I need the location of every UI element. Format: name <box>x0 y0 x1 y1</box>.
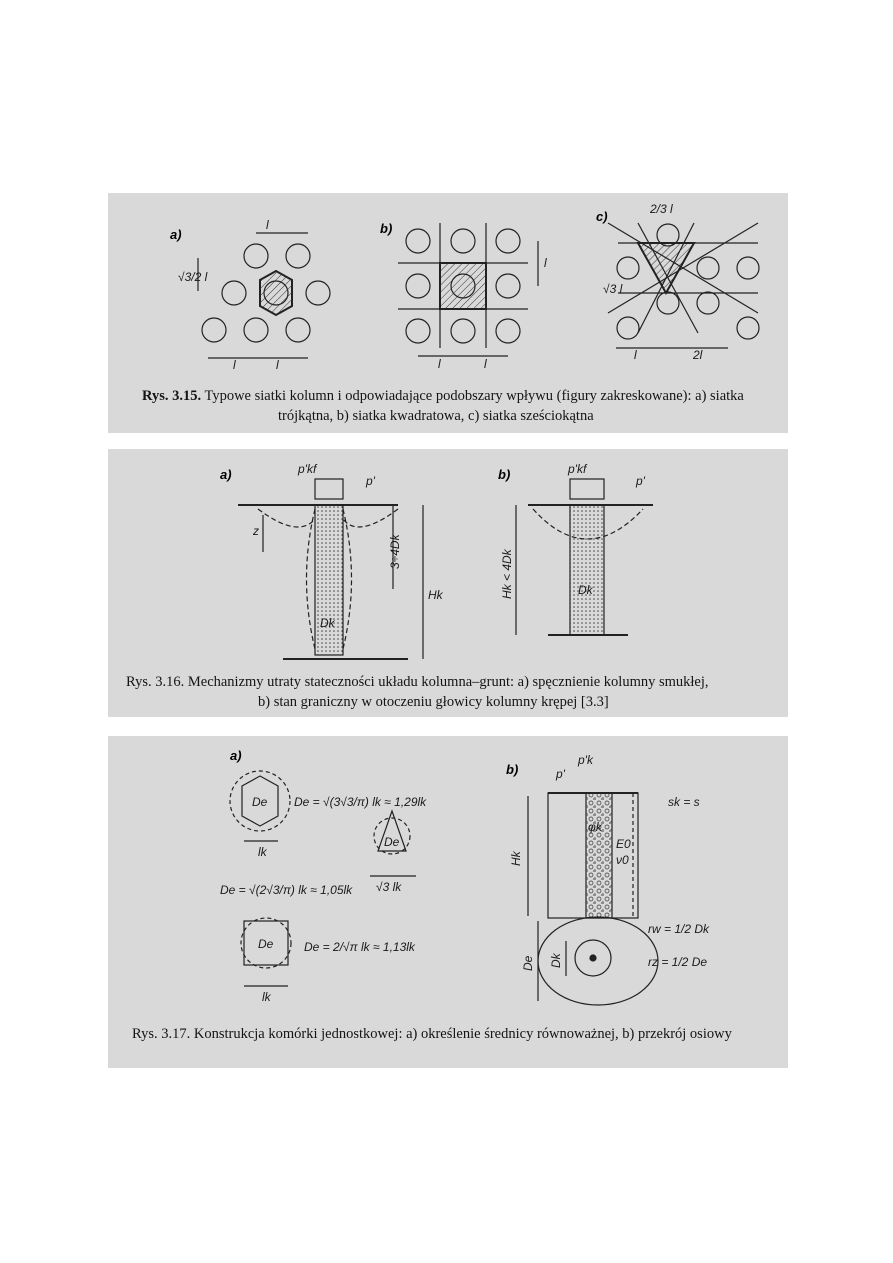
p-b: p' <box>636 474 645 488</box>
dim-l-b2: l <box>438 357 441 371</box>
lk-hex: lk <box>258 845 267 859</box>
dim-l-a3: l <box>276 358 279 372</box>
square-grid <box>398 223 538 356</box>
dim-sqrt3l: √3 l <box>603 282 623 296</box>
de-b: De <box>521 955 535 971</box>
hexagonal-grid <box>608 223 759 348</box>
label-b: b) <box>380 221 393 236</box>
caption-3-15-line2: trójkątna, b) siatka kwadratowa, c) siatka sześciokątna <box>278 408 594 424</box>
figure-3-16-panel <box>108 449 788 717</box>
label-b: b) <box>498 467 511 482</box>
label-a: a) <box>170 227 182 242</box>
label-c: c) <box>596 209 608 224</box>
hk-b: Hk <box>509 851 523 866</box>
hk-b: Hk < 4Dk <box>500 549 514 599</box>
figure-3-17-drawing <box>108 736 788 1068</box>
nu0: ν0 <box>616 853 629 867</box>
dim-l-a2: l <box>233 358 236 372</box>
phik: φk <box>588 820 602 834</box>
dim-l-b: l <box>544 256 547 270</box>
eq-hex: De = √(3√3/π) lk ≈ 1,29lk <box>294 795 427 809</box>
p-kf-a: p'kf <box>298 462 317 476</box>
dim-sqrt3-2: √3/2 l <box>178 270 208 284</box>
rz: rz = 1/2 De <box>648 955 708 969</box>
sk: sk = s <box>668 795 700 809</box>
eq-tri: De = √(2√3/π) lk ≈ 1,05lk <box>220 883 353 897</box>
p-a: p' <box>366 474 375 488</box>
de-tri: De <box>384 835 400 849</box>
sqrt3lk: √3 lk <box>376 880 402 894</box>
triangular-grid <box>198 233 330 358</box>
label-a: a) <box>220 467 232 482</box>
p-kf-b: p'kf <box>568 462 587 476</box>
figure-3-17-panel <box>108 736 788 1068</box>
de-hex: De <box>252 795 268 809</box>
caption-3-17: Rys. 3.17. Konstrukcja komórki jednostkowej: a) określenie średnicy równoważnej, b) przekrój osiowy <box>132 1026 732 1042</box>
e0: E0 <box>616 837 631 851</box>
dk-a: Dk <box>320 616 335 630</box>
dim-l-a: l <box>266 218 269 232</box>
dk-b: Dk <box>549 953 563 968</box>
label-b: b) <box>506 762 519 777</box>
dim-l-c: l <box>634 348 637 362</box>
caption-3-16-line2: b) stan graniczny w otoczeniu głowicy kolumny krępej [3.3] <box>258 694 609 710</box>
rw: rw = 1/2 Dk <box>648 922 710 936</box>
pk-b: p'k <box>578 753 593 767</box>
figure-3-15-panel <box>108 193 788 433</box>
dk-b: Dk <box>578 583 593 597</box>
lk-sq: lk <box>262 990 271 1004</box>
dim-2l: 2l <box>693 348 703 362</box>
hk-a: Hk <box>428 588 443 602</box>
caption-3-16-line1: Rys. 3.16. Mechanizmy utraty stateczności układu kolumna–grunt: a) spęcznienie kolumny smukłej, <box>126 674 709 690</box>
depth-a: 3÷4Dk <box>388 534 402 569</box>
eq-sq: De = 2/√π lk ≈ 1,13lk <box>304 940 415 954</box>
caption-3-15-line1: Rys. 3.15. Typowe siatki kolumn i odpowiadające podobszary wpływu (figury zakreskowane): a) siatka <box>142 388 744 404</box>
dim-23l: 2/3 l <box>650 202 673 216</box>
stocky-column <box>516 479 653 635</box>
z-label: z <box>253 524 259 538</box>
dim-l-b3: l <box>484 357 487 371</box>
de-sq: De <box>258 937 274 951</box>
label-a: a) <box>230 748 242 763</box>
p-b: p' <box>556 767 565 781</box>
